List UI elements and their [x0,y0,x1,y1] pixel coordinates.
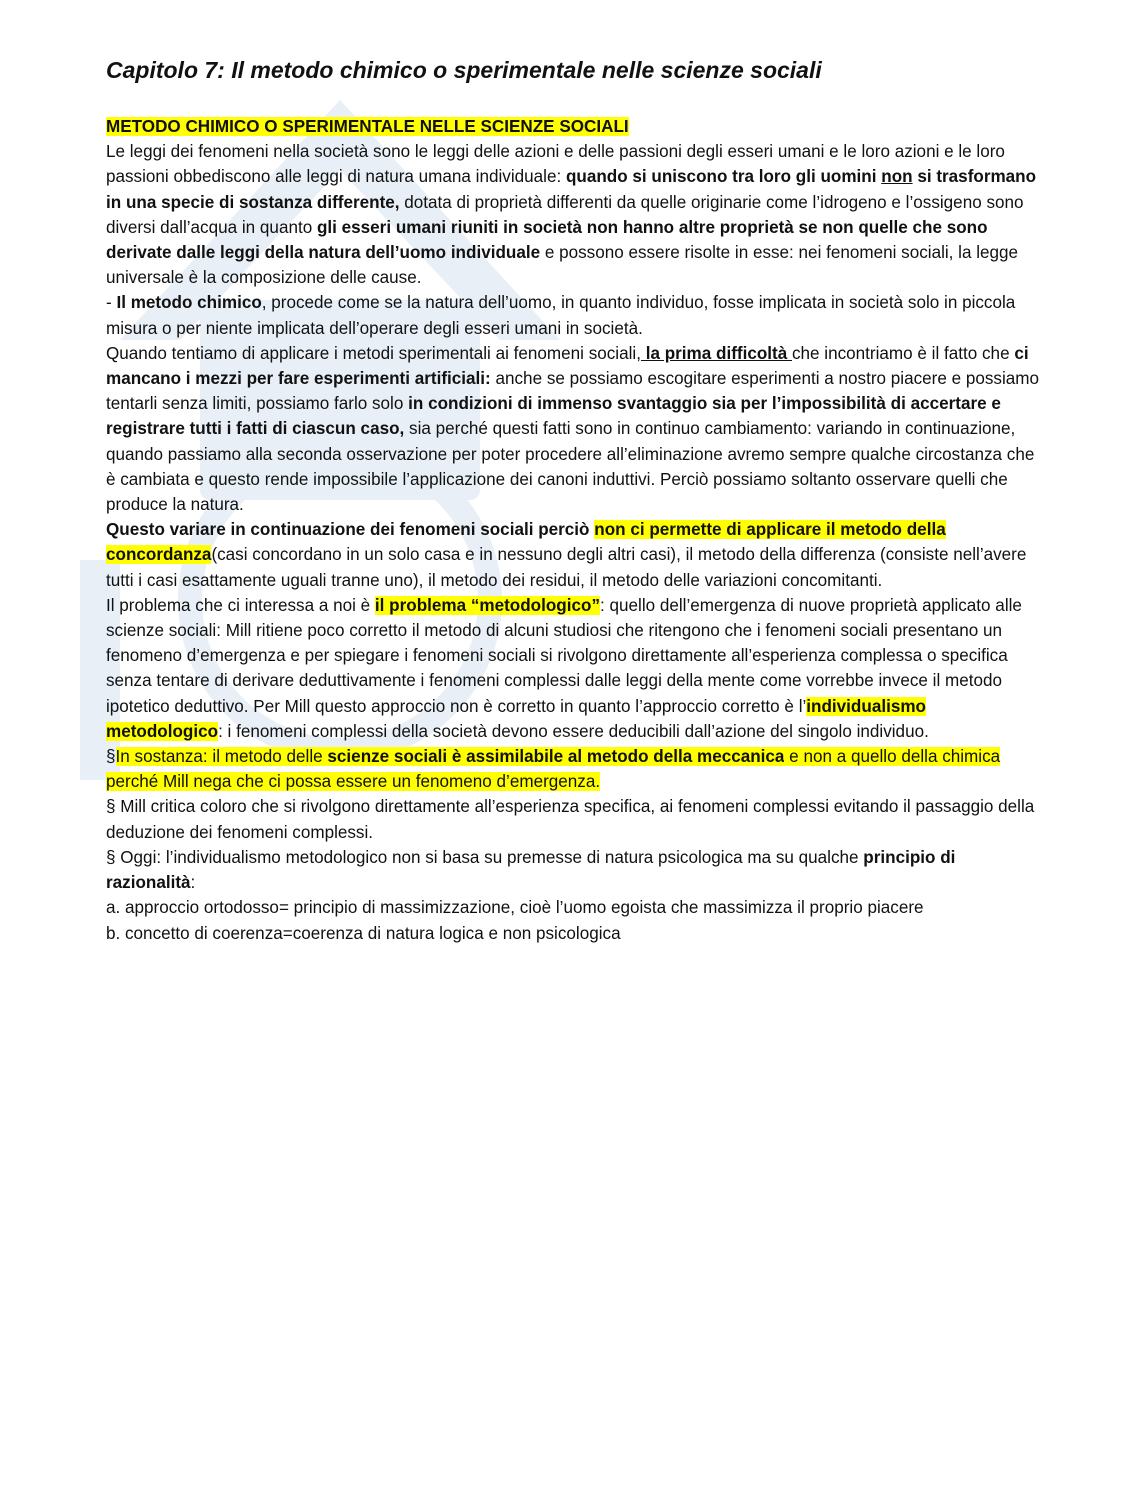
document-body [106,114,1046,946]
paragraph-2: - Il metodo chimico, procede come se la natura dell’uomo, in quanto individuo, fosse implicata in società solo in piccola misura o per niente implicata dell’operare degli esseri umani in società. [106,293,1016,338]
document-page [106,52,1046,946]
paragraph-7: § Mill critica coloro che si rivolgono direttamente all’esperienza specifica, ai fenomeni complessi evitando il passaggio della deduzione dei fenomeni complessi. [106,797,1035,842]
section-heading: METODO CHIMICO O SPERIMENTALE NELLE SCIENZE SOCIALI [106,117,629,136]
list-item: b. concetto di coerenza=coerenza di natura logica e non psicologica [106,923,621,943]
page-title: Capitolo 7: Il metodo chimico o sperimentale nelle scienze sociali [106,57,822,83]
paragraph-6: §In sostanza: il metodo delle scienze sociali è assimilabile al metodo della meccanica e non a quello della chimica perché Mill nega che ci possa essere un fenomeno d’emergenza. [106,747,1001,792]
list-item: a. approccio ortodosso= principio di massimizzazione, cioè l’uomo egoista che massimizza il proprio piacere [106,898,924,918]
paragraph-8: § Oggi: l’individualismo metodologico non si basa su premesse di natura psicologica ma su qualche principio di razionalità: [106,847,956,893]
paragraph-4: Questo variare in continuazione dei fenomeni sociali perciò non ci permette di applicare il metodo della concordanza(casi concordano in un solo casa e in nessuno degli altri casi), il metodo della differenza (consiste nell’avere tutti i casi esattamente uguali tranne uno), il metodo dei residui, il metodo delle variazioni concomitanti. [106,520,1027,590]
paragraph-5: Il problema che ci interessa a noi è il problema “metodologico”: quello dell’emergenza di nuove proprietà applicato alle scienze sociali: Mill ritiene poco corretto il metodo di alcuni studiosi che ritengono che i fenomeni sociali presentano un fenomeno d’emergenza e per spiegare i fenomeni sociali si rivolgono direttamente all’esperienza complessa o specifica senza tentare di derivare deduttivamente i fenomeni complessi dalle leggi della mente come vorrebbe invece il metodo ipotetico deduttivo. Per Mill questo approccio non è corretto in quanto l’approccio corretto è l’individualismo metodologico: i fenomeni complessi della società devono essere deducibili dall’azione del singolo individuo. [106,595,1022,741]
paragraph-3: Quando tentiamo di applicare i metodi sperimentali ai fenomeni sociali, la prima difficoltà che incontriamo è il fatto che ci mancano i mezzi per fare esperimenti artificiali: anche se possiamo escogitare esperimenti a nostro piacere e possiamo tentarli senza limiti, possiamo farlo solo in condizioni di immenso svantaggio sia per l’impossibilità di accertare e registrare tutti i fatti di ciascun caso, sia perché questi fatti sono in continuo cambiamento: variando in continuazione, quando passiamo alla seconda osservazione per poter procedere all’eliminazione avremo sempre qualche circostanza che è cambiata e questo rende impossibile l’applicazione dei canoni induttivi. Perciò possiamo soltanto osservare quelli che produce la natura. [106,343,1039,515]
paragraph-1: Le leggi dei fenomeni nella società sono le leggi delle azioni e delle passioni degli esseri umani e le loro azioni e le loro passioni obbediscono alle leggi di natura umana individuale: quando si uniscono tra loro gli uomini non si trasformano in una specie di sostanza differente, dotata di proprietà differenti da quelle originarie come l’idrogeno e l’ossigeno sono diversi dall’acqua in quanto gli esseri umani riuniti in società non hanno altre proprietà se non quelle che sono derivate dalle leggi della natura dell’uomo individuale e possono essere risolte in esse: nei fenomeni sociali, la legge universale è la composizione delle cause. [106,142,1037,288]
